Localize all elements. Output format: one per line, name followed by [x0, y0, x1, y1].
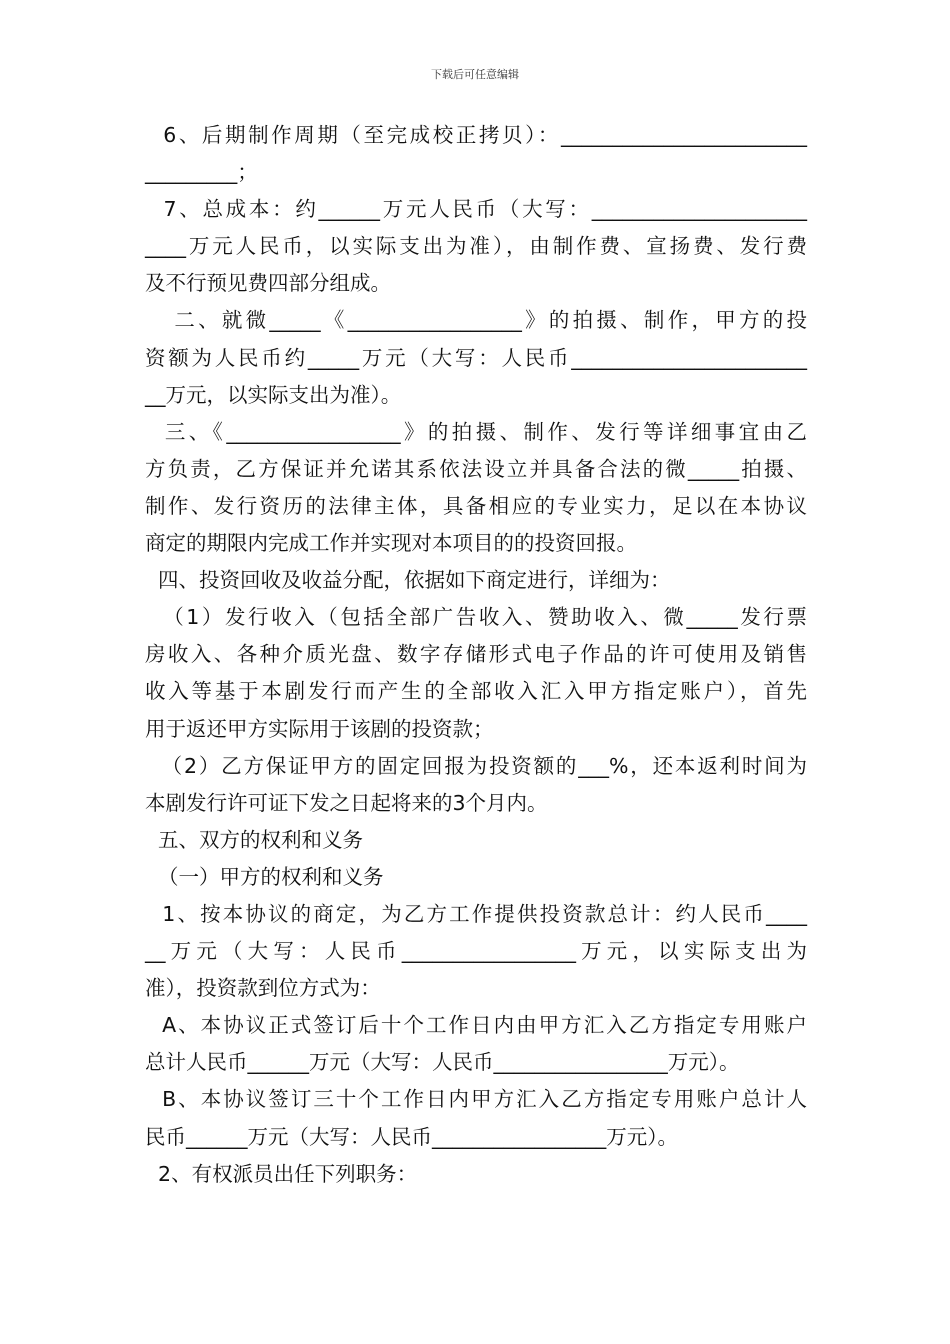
- text-line: 房收入、各种介质光盘、数字存储形式电子作品的许可使用及销售: [145, 642, 807, 667]
- document-body: [145, 117, 807, 1193]
- text-line: （一）甲方的权利和义务: [145, 864, 384, 889]
- text-line: 收入等基于本剧发行而产生的全部收入汇入甲方指定账户），首先: [145, 679, 807, 704]
- text-line: 用于返还甲方实际用于该剧的投资款；: [145, 716, 494, 741]
- text-line: 五、双方的权利和义务: [145, 827, 364, 852]
- text-line: 准），投资款到位方式为：: [145, 976, 381, 1001]
- text-line: 本剧发行许可证下发之日起将来的3个月内。: [145, 790, 548, 815]
- text-line: 及不行预见费四部分组成。: [145, 271, 391, 296]
- text-line: __万元，以实际支出为准）。: [145, 382, 402, 407]
- text-line: 商定的期限内完成工作并实现对本项目的的投资回报。: [145, 531, 637, 556]
- text-line: B、本协议签订三十个工作日内甲方汇入乙方指定专用账户总计人: [145, 1087, 807, 1112]
- text-line: __万元（大写：人民币_________________万元，以实际支出为: [145, 939, 807, 964]
- text-line: 1、按本协议的商定，为乙方工作提供投资款总计：约人民币____: [145, 901, 807, 926]
- text-line: 四、投资回收及收益分配，依据如下商定进行，详细为：: [145, 568, 671, 593]
- text-line: （2）乙方保证甲方的固定回报为投资额的___%，还本返利时间为: [145, 753, 807, 778]
- text-line: 总计人民币______万元（大写：人民币_________________万元）。: [145, 1050, 740, 1075]
- text-line: 二、就微_____《_________________》的拍摄、制作，甲方的投: [145, 308, 807, 333]
- page-header: 下载后可任意编辑: [431, 68, 519, 81]
- text-line: 2、有权派员出任下列职务：: [145, 1161, 418, 1186]
- text-line: ____万元人民币，以实际支出为准），由制作费、宣扬费、发行费: [145, 234, 807, 259]
- text-line: 资额为人民币约_____万元（大写：人民币_______________________: [145, 345, 807, 370]
- text-line: A、本协议正式签订后十个工作日内由甲方汇入乙方指定专用账户: [145, 1013, 807, 1038]
- text-line: _________；: [145, 160, 258, 185]
- text-line: （1）发行收入（包括全部广告收入、赞助收入、微_____发行票: [145, 605, 807, 630]
- text-line: 民币______万元（大写：人民币_________________万元）。: [145, 1124, 678, 1149]
- text-line: 三、《_________________》的拍摄、制作、发行等详细事宜由乙: [145, 419, 807, 444]
- text-line: 方负责，乙方保证并允诺其系依法设立并具备合法的微_____拍摄、: [145, 456, 807, 481]
- text-line: 6、后期制作周期（至完成校正拷贝）：________________________: [145, 123, 807, 147]
- text-line: 7、总成本：约______万元人民币（大写：_____________________: [145, 197, 807, 222]
- text-line: 制作、发行资历的法律主体，具备相应的专业实力，足以在本协议: [145, 493, 807, 518]
